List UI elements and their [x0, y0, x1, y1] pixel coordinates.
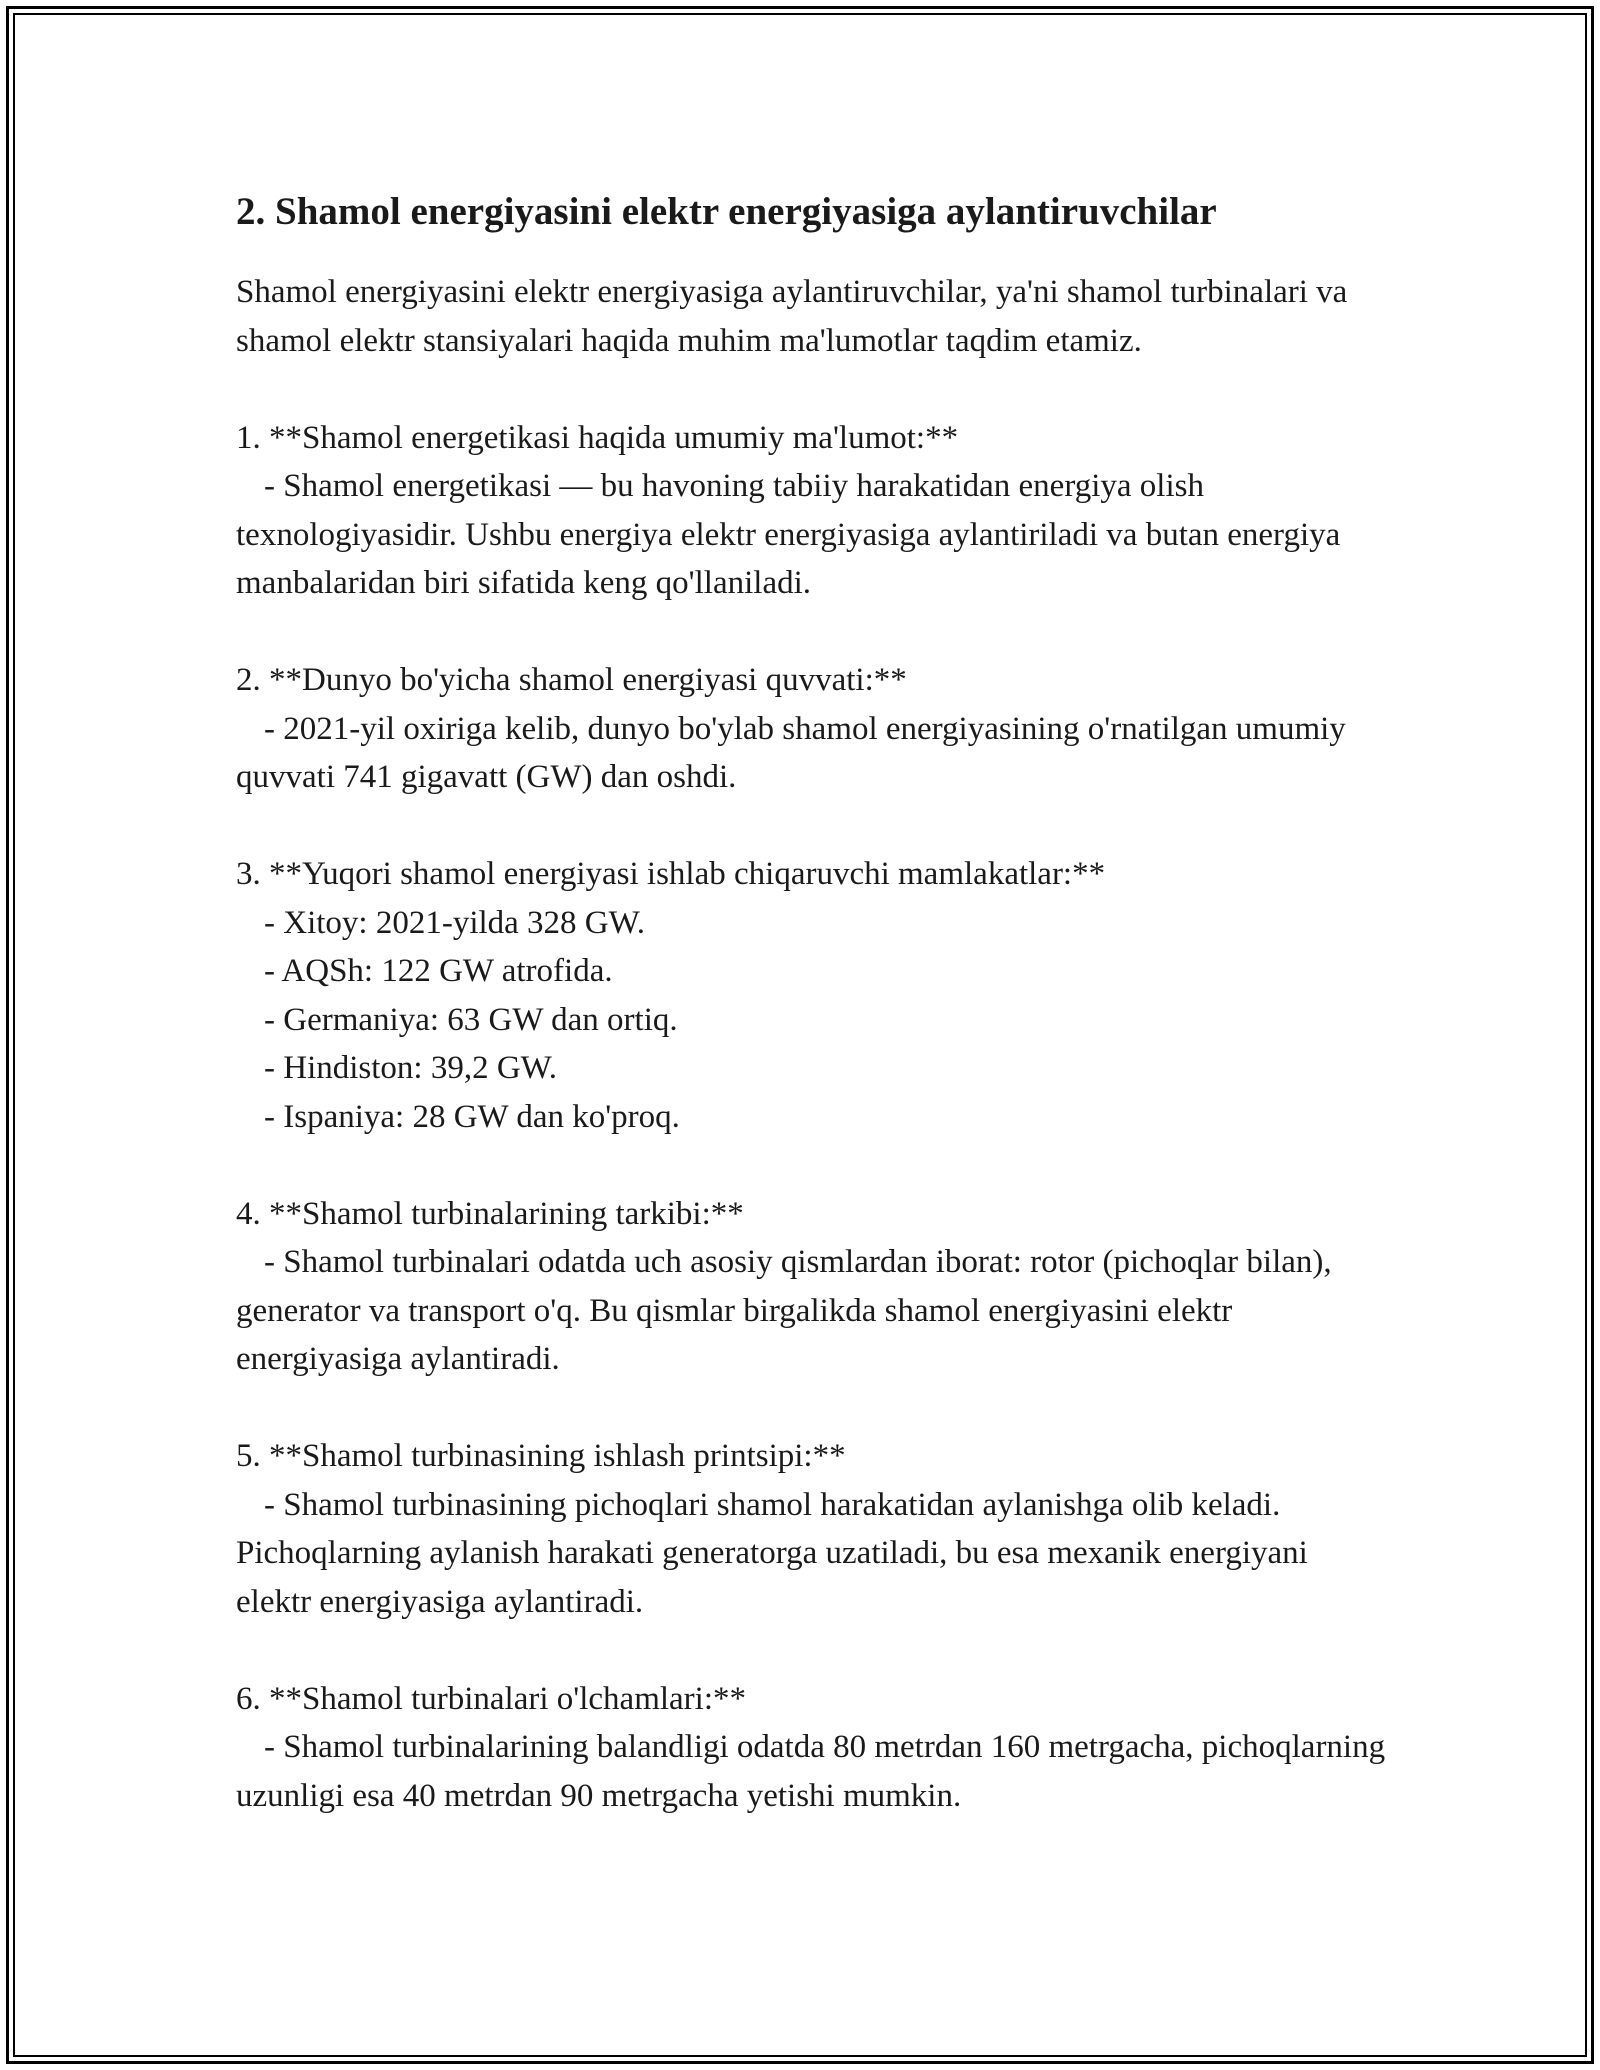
section-line: - Xitoy: 2021-yilda 328 GW. — [264, 904, 645, 941]
intro-paragraph: Shamol energiyasini elektr energiyasiga aylantiruvchilar, ya'ni shamol turbinalari va shamol elektr stansiyalari haqida muhim ma'lumotlar taqdim etamiz. — [236, 274, 1348, 359]
section-line: - Ispaniya: 28 GW dan ko'proq. — [264, 1098, 680, 1135]
section-line: - Hindiston: 39,2 GW. — [264, 1050, 558, 1086]
section-line: - Shamol turbinasining pichoqlari shamol harakatidan aylanishga olib keladi. Pichoqlarning aylanish harakati generatorga uzatiladi, bu esa mexanik energiyani elektr energiyasiga aylantiradi. — [236, 1486, 1308, 1620]
section-heading: 3. **Yuqori shamol energiyasi ishlab chiqaruvchi mamlakatlar:** — [236, 856, 1106, 892]
document-body — [236, 186, 1386, 1820]
section-line: - Shamol turbinalarining balandligi odatda 80 metrdan 160 metrgacha, pichoqlarning uzunligi esa 40 metrdan 90 metrgacha yetishi mumkin. — [236, 1729, 1386, 1814]
section-heading: 2. **Dunyo bo'yicha shamol energiyasi quvvati:** — [236, 662, 907, 698]
section-line: - Shamol energetikasi — bu havoning tabiiy harakatidan energiya olish texnologiyasidir. Ushbu energiya elektr energiyasiga aylantiriladi va butan energiya manbalaridan biri sifatida keng qo'llaniladi. — [236, 468, 1341, 601]
document-title: 2. Shamol energiyasini elektr energiyasiga aylantiruvchilar — [236, 190, 1217, 233]
section-line: - Shamol turbinalari odatda uch asosiy qismlardan iborat: rotor (pichoqlar bilan), generator va transport o'q. Bu qismlar birgalikda shamol energiyasini elektr energiyasiga aylantiradi. — [236, 1244, 1332, 1377]
section-heading: 4. **Shamol turbinalarining tarkibi:** — [236, 1195, 744, 1232]
section-line: - Germaniya: 63 GW dan ortiq. — [264, 1001, 678, 1038]
section-3 — [236, 850, 1386, 1141]
section-2 — [236, 656, 1386, 802]
section-heading: 6. **Shamol turbinalari o'lchamlari:** — [236, 1680, 747, 1717]
section-1 — [236, 414, 1386, 608]
section-heading: 5. **Shamol turbinasining ishlash printsipi:** — [236, 1438, 846, 1474]
section-5 — [236, 1432, 1386, 1626]
section-line: - AQSh: 122 GW atrofida. — [264, 953, 613, 989]
section-heading: 1. **Shamol energetikasi haqida umumiy ma'lumot:** — [236, 419, 959, 456]
section-4 — [236, 1190, 1386, 1384]
section-line: - 2021-yil oxiriga kelib, dunyo bo'ylab shamol energiyasining o'rnatilgan umumiy quvvati 741 gigavatt (GW) dan oshdi. — [236, 710, 1346, 795]
section-6 — [236, 1675, 1386, 1821]
